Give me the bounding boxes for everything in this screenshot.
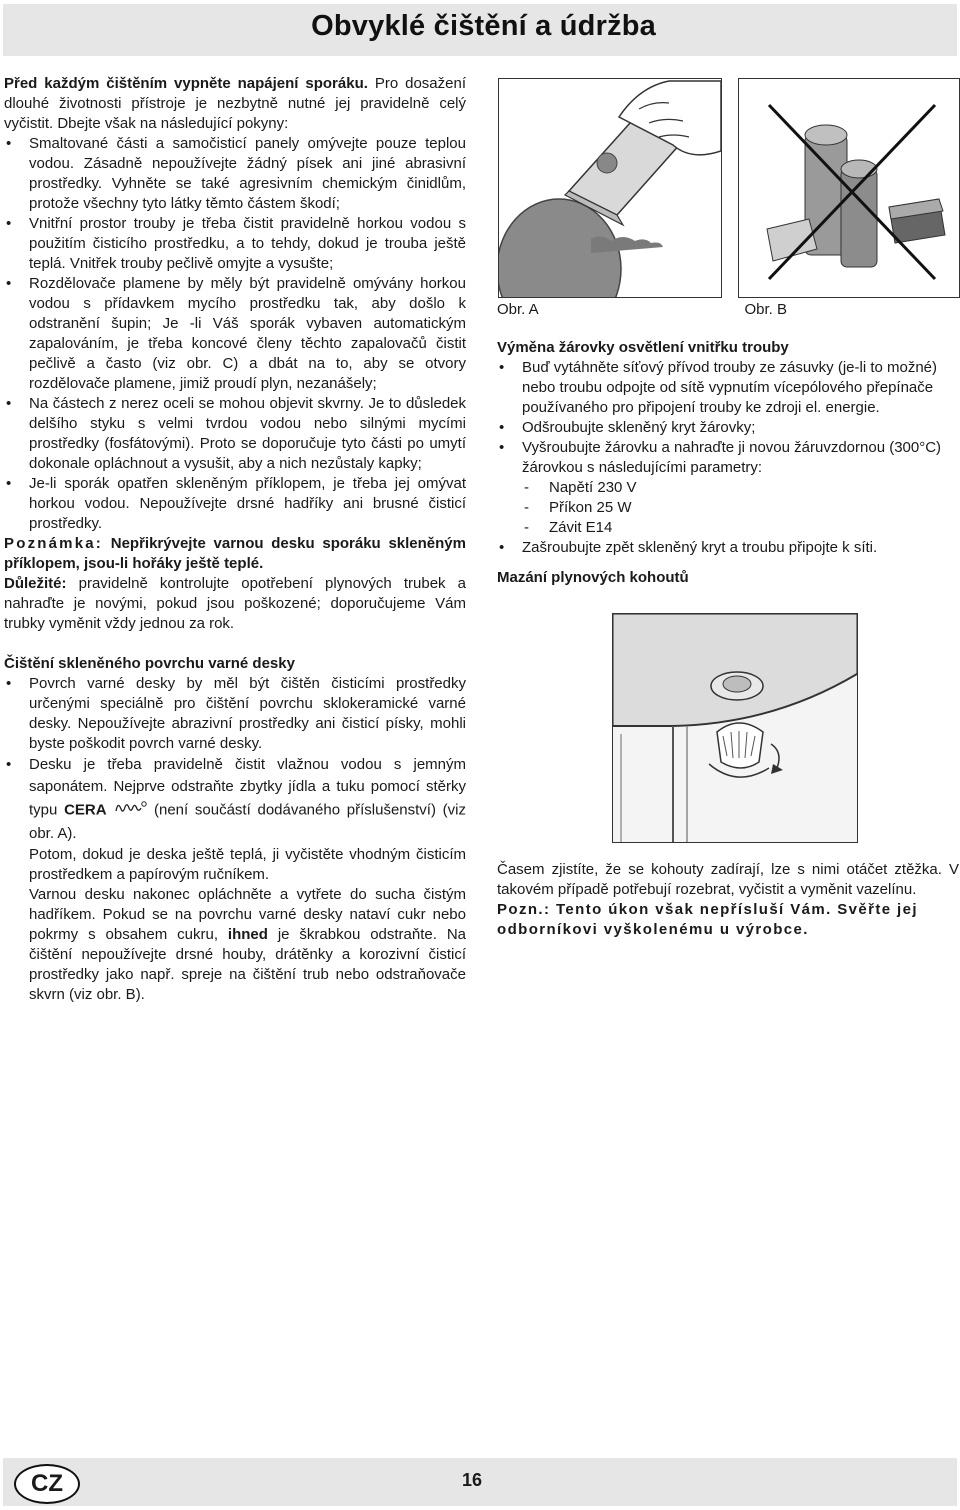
left-column [4,74,466,1005]
list-item: • Zašroubujte zpět skleněný kryt a troubu připojte k síti. [497,538,959,558]
caption-a: Obr. A [497,301,539,318]
cera-logo-icon [113,798,147,823]
list-item: • Rozdělovače plamene by měly být pravidelně omývány horkou vodou s přídavkem mycího prostředku tak, aby došlo k odstranění šupin; Je -li Váš sporák vybaven automatickým zapalováním, je třeba koncové členy těchto zapalovačů čistit pečlivě a často (viz obr. C) a dbát na to, aby se otvory rozdělovače plamene, jimiž proudí plyn, nezanášely; [4,274,466,394]
important-label: Důležité: [4,575,67,592]
glass-text-b: (není součástí dodávaného příslušenství) (viz obr. A). [29,801,466,842]
important-paragraph [4,574,466,634]
caption-b: Obr. B [744,301,787,318]
glass-heading: Čištění skleněného povrchu varné desky [4,655,295,672]
list-item: • Na částech z nerez oceli se mohou objevit skvrny. Je to důsledek delšího styku s velmi tvrdou vodou nebo silnými mycími prostředky (fosfátovými). Proto se doporučuje tyto části po umytí dokonale opláchnout a vysušit, aby a nich nezůstaly kapky; [4,394,466,474]
forbidden-cleaners-icon [739,79,959,297]
figure-c-oven-bulb [612,613,858,843]
note-label: Poznámka: [4,535,103,552]
glass-text-c: Varnou desku nakonec opláchněte a vytřete do sucha čistým hadříkem. Pokud se na povrchu varné desky nataví cukr nebo pokrmy s obsahem cukru, [29,886,466,943]
figure-a-scraper [498,78,722,298]
glass-bold-ihned: ihned [227,926,268,943]
list-item: • Buď vytáhněte síťový přívod trouby ze zásuvky (je-li to možné) nebo troubu odpojte od sítě vypnutím vícepólového přepínače používaného pro připojení trouby ke zdroji el. energie. [497,358,959,418]
note-paragraph [4,534,466,574]
glass-text-a: Desku je třeba pravidelně čistit vlažnou vodou s jemným saponátem. Nejprve odstraňte zbytky jídla a tuku pomocí stěrky typu [29,756,466,819]
cera-label: CERA [64,801,107,819]
scraper-illustration-icon [499,79,721,297]
cleaning-list [4,134,466,534]
note-text: Nepřikrývejte varnou desku sporáku skleněným příklopem, jsou-li hořáky ještě teplé. [4,535,466,572]
grease-note: Pozn.: Tento úkon však nepřísluší Vám. Svěřte jej odborníkovi vyškolenému u výrobce. [497,901,918,938]
figure-captions [497,300,787,320]
intro-paragraph [4,74,466,134]
important-text: pravidelně kontrolujte opotřebení plynových trubek a nahraďte je novými, pokud jsou poškozené; doporučujeme Vám trubky vyměnit vždy jednou za rok. [4,575,466,632]
page-number: 16 [462,1470,483,1490]
grease-text: Časem zjistíte, že se kohouty zadírají, lze s nimi otáčet ztěžka. V takovém případě potřebují rozebrat, vyčistit a vyměnit vazelínu. [497,861,959,898]
bulb-param: - Závit E14 [497,518,959,538]
list-item: • Povrch varné desky by měl být čištěn čisticími prostředky určenými speciálně pro čištění povrchu sklokeramické varné desky. Nepoužívejte abrazivní prostředky ani čisticí písky, mohli byste poškodit povrch varné desky. [4,674,466,754]
bulb-list [497,358,959,558]
list-item: • Odšroubujte skleněný kryt žárovky; [497,418,959,438]
figure-b-forbidden [738,78,960,298]
list-item: • Vnitřní prostor trouby je třeba čistit pravidelně horkou vodou s použitím čisticího prostředku, a to tehdy, dokud je trouba ještě teplá. Vnitřek trouby pečlivě omyjte a vysušte; [4,214,466,274]
intro-text: Pro dosažení dlouhé životnosti přístroje je nezbytně nutné jej pravidelně celý vyčistit. Dbejte však na následující pokyny: [4,75,466,132]
page-title: Obvyklé čištění a údržba [311,10,656,42]
language-badge: CZ [14,1464,80,1504]
list-item [4,754,466,845]
bulb-param: - Napětí 230 V [497,478,959,498]
list-item: • Je-li sporák opatřen skleněným příklopem, je třeba jej omývat horkou vodou. Nepoužívejte drsné hadříky ani brusné čisticí prostředky. [4,474,466,534]
bulb-param: - Příkon 25 W [497,498,959,518]
glass-text-d: je škrabkou odstraňte. Na čištění nepoužívejte drsné houby, drátěnky a korozivní čisticí prostředky jako např. spreje na čištění trub nebo odstraňovače skvrn (viz obr. B). [29,926,466,1003]
list-item: • Smaltované části a samočisticí panely omývejte pouze teplou vodou. Zásadně nepoužívejte žádný písek ani jiné abrasivní prostředky. Vyhněte se také agresivním chemickým činidlům, protože všechny tyto látky těmto částem škodí; [4,134,466,214]
glass-list [4,674,466,845]
list-item: • Vyšroubujte žárovku a nahraďte ji novou žáruvzdornou (300°C) žárovkou s následujícími parametry: [497,438,959,478]
intro-bold: Před každým čištěním vypněte napájení sporáku. [4,75,368,92]
oven-bulb-illustration-icon [613,614,857,842]
glass-paragraph-1: Potom, dokud je deska ještě teplá, ji vyčistěte vhodným čisticím prostředkem a papírovým ručníkem. [29,846,466,883]
grease-heading: Mazání plynových kohoutů [497,569,689,586]
bulb-heading: Výměna žárovky osvětlení vnitřku trouby [497,339,789,356]
glass-paragraph-2 [4,885,466,1005]
